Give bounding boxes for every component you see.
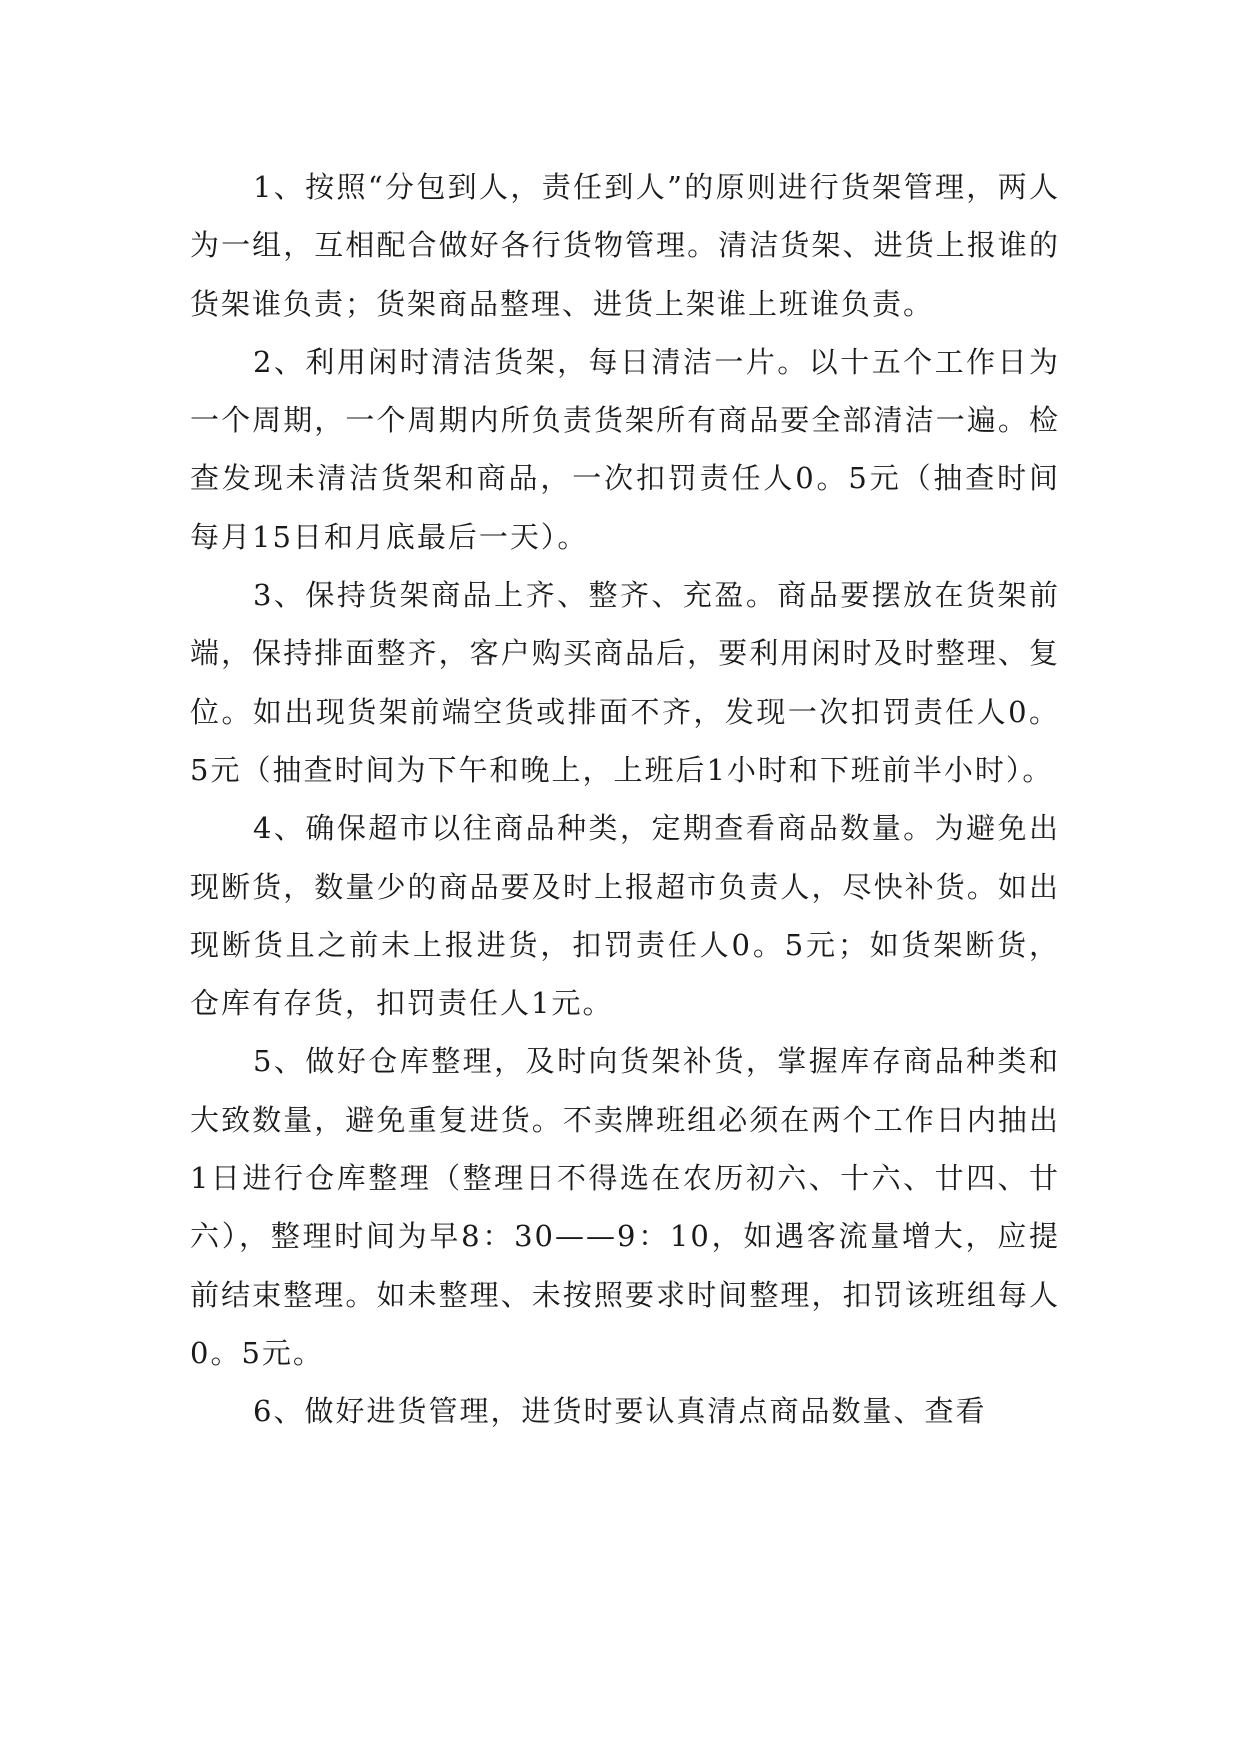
paragraph-5: 5、做好仓库整理，及时向货架补货，掌握库存商品种类和大致数量，避免重复进货。不卖牌班组必须在两个工作日内抽出1日进行仓库整理（整理日不得选在农历初六、十六、廿四、廿六），整理时间为早8：30——9：10，如遇客流量增大，应提前结束整理。如未整理、未按照要求时间整理，扣罚该班组每人0。5元。 [190,1044,1060,1370]
paragraph-6: 6、做好进货管理，进货时要认真清点商品数量、查看 [253,1394,987,1429]
paragraph-2: 2、利用闲时清洁货架，每日清洁一片。以十五个工作日为一个周期，一个周期内所负责货架所有商品要全部清洁一遍。检查发现未清洁货架和商品，一次扣罚责任人0。5元（抽查时间每月15日和月底最后一天）。 [190,344,1060,554]
paragraph-4: 4、确保超市以往商品种类，定期查看商品数量。为避免出现断货，数量少的商品要及时上报超市负责人，尽快补货。如出现断货且之前未上报进货，扣罚责任人0。5元；如货架断货，仓库有存货，扣罚责任人1元。 [190,811,1060,1021]
paragraph-3: 3、保持货架商品上齐、整齐、充盈。商品要摆放在货架前端，保持排面整齐，客户购买商品后，要利用闲时及时整理、复位。如出现货架前端空货或排面不齐，发现一次扣罚责任人0。5元（抽查时间为下午和晚上，上班后1小时和下班前半小时）。 [190,578,1060,787]
paragraph-1: 1、按照“分包到人，责任到人”的原则进行货架管理，两人为一组，互相配合做好各行货物管理。清洁货架、进货上报谁的货架谁负责；货架商品整理、进货上架谁上班谁负责。 [190,170,1060,321]
document-body [190,158,1060,1441]
